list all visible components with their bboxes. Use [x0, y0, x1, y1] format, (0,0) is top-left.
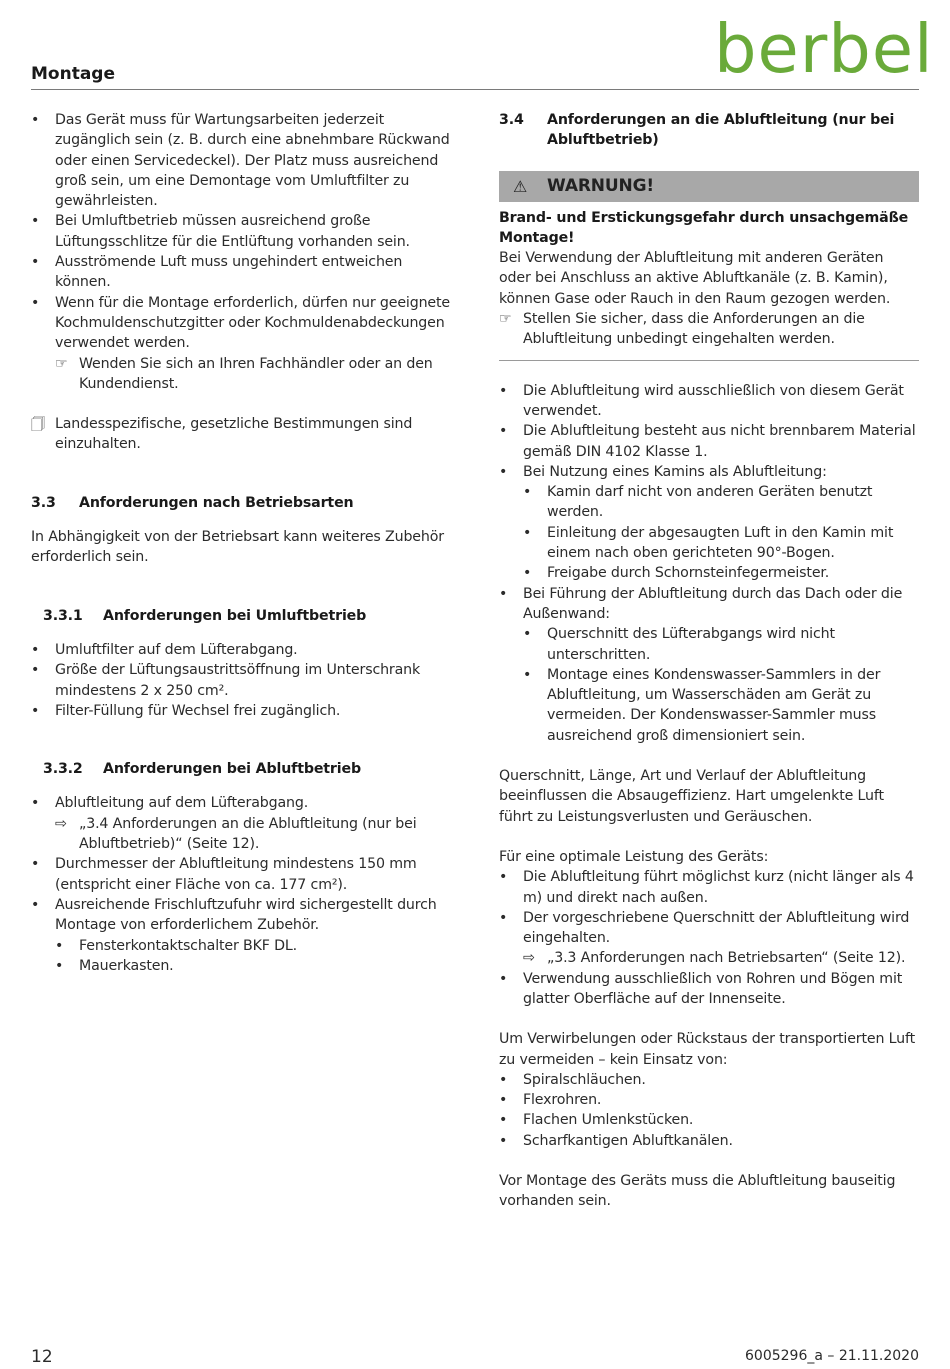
bullet-dot: • [31, 641, 40, 658]
arrow-ref-icon: ⇨ [523, 950, 535, 967]
bullet-dot: • [55, 957, 64, 974]
paragraph: Querschnitt, Länge, Art und Verlauf der Abluftleitung beeinflussen die Absaugeffizienz. Hart umgelenkte Luft führt zu Leistungsverlusten und Geräuschen. [499, 768, 884, 825]
arrow-ref-icon: ⇨ [55, 815, 67, 832]
bullet-dot: • [31, 213, 40, 230]
list-subitem: • Montage eines Kondenswasser-Sammlers in der Abluftleitung, um Wasserschäden am Gerät zu vermeiden. Der Kondenswasser-Sammler muss ausreichend groß dimensioniert sein. [523, 666, 881, 744]
bullet-dot: • [31, 254, 40, 271]
bullet-dot: • [523, 626, 532, 643]
paragraph: Um Verwirbelungen oder Rückstaus der transportierten Luft zu vermeiden – kein Einsatz von: [499, 1031, 916, 1068]
list-subitem: • Kamin darf nicht von anderen Geräten benutzt werden. [523, 484, 873, 521]
left-column [31, 110, 461, 976]
bullet-dot: • [499, 585, 508, 602]
pointing-hand-icon: ☞ [499, 311, 512, 328]
warning-triangle-icon: ⚠ [513, 176, 528, 196]
bullet-dot: • [499, 1112, 508, 1129]
warning-action: ☞ Stellen Sie sicher, dass die Anforderungen an die Abluftleitung unbedingt eingehalten werden. [499, 311, 865, 348]
list-item: • Das Gerät muss für Wartungsarbeiten jederzeit zugänglich sein (z. B. durch eine abnehmbare Rückwand oder einen Servicedeckel). Der Platz muss ausreichend groß sein, um eine Demontage vom Umluftfilter zu gewährleisten. [31, 112, 450, 210]
list-item: • Bei Umluftbetrieb müssen ausreichend große Lüftungsschlitze für die Entlüftung vorhanden sein. [31, 213, 410, 250]
bullet-dot: • [499, 1092, 508, 1109]
list-item: • Ausreichende Frischluftzufuhr wird sichergestellt durch Montage von erforderlichem Zubehör. [31, 896, 437, 934]
list-item: • Die Abluftleitung führt möglichst kurz (nicht länger als 4 m) und direkt nach außen. [499, 869, 914, 906]
warning-label: WARNUNG! [547, 175, 655, 196]
pointing-hand-icon: ☞ [55, 355, 68, 372]
list-subitem: • Querschnitt des Lüfterabgangs wird nicht unterschritten. [523, 626, 835, 663]
cross-reference[interactable]: ⇨ „3.3 Anforderungen nach Betriebsarten“ (Seite 12). [499, 948, 919, 968]
list-subitem: • Fensterkontaktschalter BKF DL. [31, 936, 461, 956]
warning-banner [499, 171, 919, 202]
list-subitem: • Mauerkasten. [31, 956, 461, 976]
list-item: • Flachen Umlenkstücken. [499, 1110, 919, 1130]
paragraph: Für eine optimale Leistung des Geräts: [499, 848, 769, 865]
divider [499, 360, 919, 361]
bullet-dot: • [31, 112, 40, 128]
list-item: • Ausströmende Luft muss ungehindert entweichen können. [31, 254, 403, 291]
bullet-dot: • [55, 937, 64, 954]
list-item: • Verwendung ausschließlich von Rohren und Bögen mit glatter Oberfläche auf der Innenseite. [499, 970, 903, 1007]
list-item: • Größe der Lüftungsaustrittsöffnung im Unterschrank mindestens 2 x 250 cm². [31, 662, 421, 699]
list-subitem: ☞ Wenden Sie sich an Ihren Fachhändler oder an den Kundendienst. [55, 355, 433, 392]
list-item: • Flexrohren. [499, 1090, 919, 1110]
section-heading-3-4: 3.4 Anforderungen an die Abluftleitung (nur bei Abluftbetrieb) [499, 112, 895, 149]
bullet-dot: • [499, 970, 508, 987]
bullet-dot: • [523, 565, 532, 582]
list-item: • Die Abluftleitung wird ausschließlich von diesem Gerät verwendet. [499, 382, 904, 419]
bullet-dot: • [499, 423, 508, 440]
section-heading-3-3-2: 3.3.2 Anforderungen bei Abluftbetrieb [43, 761, 361, 778]
note: 🗍 Landesspezifische, gesetzliche Bestimmungen sind einzuhalten. [31, 416, 413, 453]
section-heading-3-3: 3.3 Anforderungen nach Betriebsarten [31, 494, 354, 511]
paragraph: Vor Montage des Geräts muss die Abluftleitung bauseitig vorhanden sein. [499, 1173, 896, 1210]
bullet-dot: • [31, 702, 40, 719]
bullet-dot: • [31, 795, 40, 812]
section-title: Montage [31, 64, 115, 84]
cross-reference[interactable]: ⇨ „3.4 Anforderungen an die Abluftleitung (nur bei Abluftbetrieb)“ (Seite 12). [55, 815, 417, 853]
bullet-dot: • [499, 1132, 508, 1149]
bullet-dot: • [31, 662, 40, 679]
list-item: • Der vorgeschriebene Querschnitt der Abluftleitung wird eingehalten. [499, 909, 910, 947]
list-subitem: • Freigabe durch Schornsteinfegermeister. [499, 563, 919, 583]
warning-text: Bei Verwendung der Abluftleitung mit anderen Geräten oder bei Anschluss an aktive Abluftkanäle (z. B. Kamin), können Gase oder Rauch in den Raum gezogen werden. [499, 250, 891, 307]
list-item: • Filter-Füllung für Wechsel frei zugänglich. [31, 701, 461, 721]
document-note-icon: 🗍 [31, 417, 45, 434]
brand-logo: berbel [714, 10, 934, 88]
bullet-dot: • [523, 666, 532, 683]
document-id: 6005296_a – 21.11.2020 [745, 1348, 919, 1364]
page-number: 12 [31, 1347, 53, 1367]
list-item: • Scharfkantigen Abluftkanälen. [499, 1131, 919, 1151]
bullet-dot: • [31, 896, 40, 913]
list-item: • Bei Nutzung eines Kamins als Abluftleitung: [499, 462, 919, 482]
header-rule [31, 89, 919, 90]
list-item: • Abluftleitung auf dem Lüfterabgang. [31, 793, 461, 813]
bullet-dot: • [499, 382, 508, 399]
bullet-dot: • [31, 294, 40, 311]
bullet-dot: • [499, 463, 508, 480]
list-item: • Wenn für die Montage erforderlich, dürfen nur geeignete Kochmuldenschutzgitter oder Kochmuldenabdeckungen verwendet werden. [31, 294, 450, 352]
list-item: • Bei Führung der Abluftleitung durch das Dach oder die Außenwand: [499, 585, 903, 622]
bullet-dot: • [499, 869, 508, 886]
list-subitem: • Einleitung der abgesaugten Luft in den Kamin mit einem nach oben gerichteten 90°-Bogen. [523, 524, 894, 562]
list-item: • Umluftfilter auf dem Lüfterabgang. [31, 640, 461, 660]
paragraph: In Abhängigkeit von der Betriebsart kann weiteres Zubehör erforderlich sein. [31, 529, 444, 566]
list-item: • Durchmesser der Abluftleitung mindestens 150 mm (entspricht einer Fläche von ca. 177 cm²). [31, 856, 417, 893]
list-item: • Die Abluftleitung besteht aus nicht brennbarem Material gemäß DIN 4102 Klasse 1. [499, 423, 916, 460]
list-item: • Spiralschläuchen. [499, 1070, 919, 1090]
right-column [499, 110, 919, 1212]
warning-heading: Brand- und Erstickungsgefahr durch unsachgemäße Montage! [499, 209, 909, 246]
bullet-dot: • [523, 484, 532, 501]
bullet-dot: • [31, 856, 40, 873]
bullet-dot: • [499, 909, 508, 926]
section-heading-3-3-1: 3.3.1 Anforderungen bei Umluftbetrieb [43, 607, 367, 624]
bullet-dot: • [523, 524, 532, 541]
bullet-dot: • [499, 1071, 508, 1088]
